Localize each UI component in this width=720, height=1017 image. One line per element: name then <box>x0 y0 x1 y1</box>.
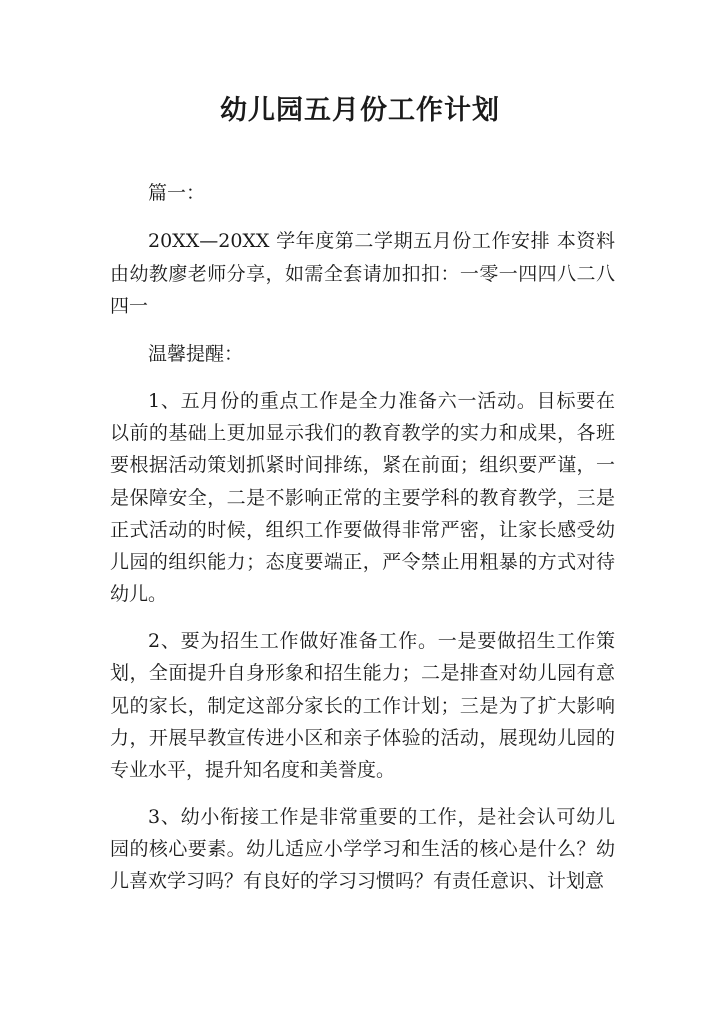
paragraph-item-3: 3、幼小衔接工作是非常重要的工作，是社会认可幼儿园的核心要素。幼儿适应小学学习和生活的核心是什么？幼儿喜欢学习吗？有良好的学习习惯吗？有责任意识、计划意 <box>110 805 615 893</box>
reminder-heading: 温馨提醒： <box>148 343 244 366</box>
intro-paragraph: 20XX—20XX 学年度第二学期五月份工作安排 本资料由幼教廖老师分享，如需全套请加扣扣：一零一四四八二八四一 <box>110 230 615 317</box>
document-body <box>110 177 615 912</box>
document-title: 幼儿园五月份工作计划 <box>220 95 500 126</box>
section-label: 篇一： <box>148 182 206 204</box>
paragraph-item-1: 1、五月份的重点工作是全力准备六一活动。目标要在以前的基础上更加显示我们的教育教学的实力和成果，各班要根据活动策划抓紧时间排练，紧在前面；组织要严谨，一是保障安全，二是不影响正常的主要学科的教育教学，三是正式活动的时候，组织工作要做得非常严密，让家长感受幼儿园的组织能力；态度要端正，严令禁止用粗暴的方式对待幼儿。 <box>110 389 615 606</box>
paragraph-item-2: 2、要为招生工作做好准备工作。一是要做招生工作策划，全面提升自身形象和招生能力；二是排查对幼儿园有意见的家长，制定这部分家长的工作计划；三是为了扩大影响力，开展早教宣传进小区和亲子体验的活动，展现幼儿园的专业水平，提升知名度和美誉度。 <box>110 629 615 782</box>
